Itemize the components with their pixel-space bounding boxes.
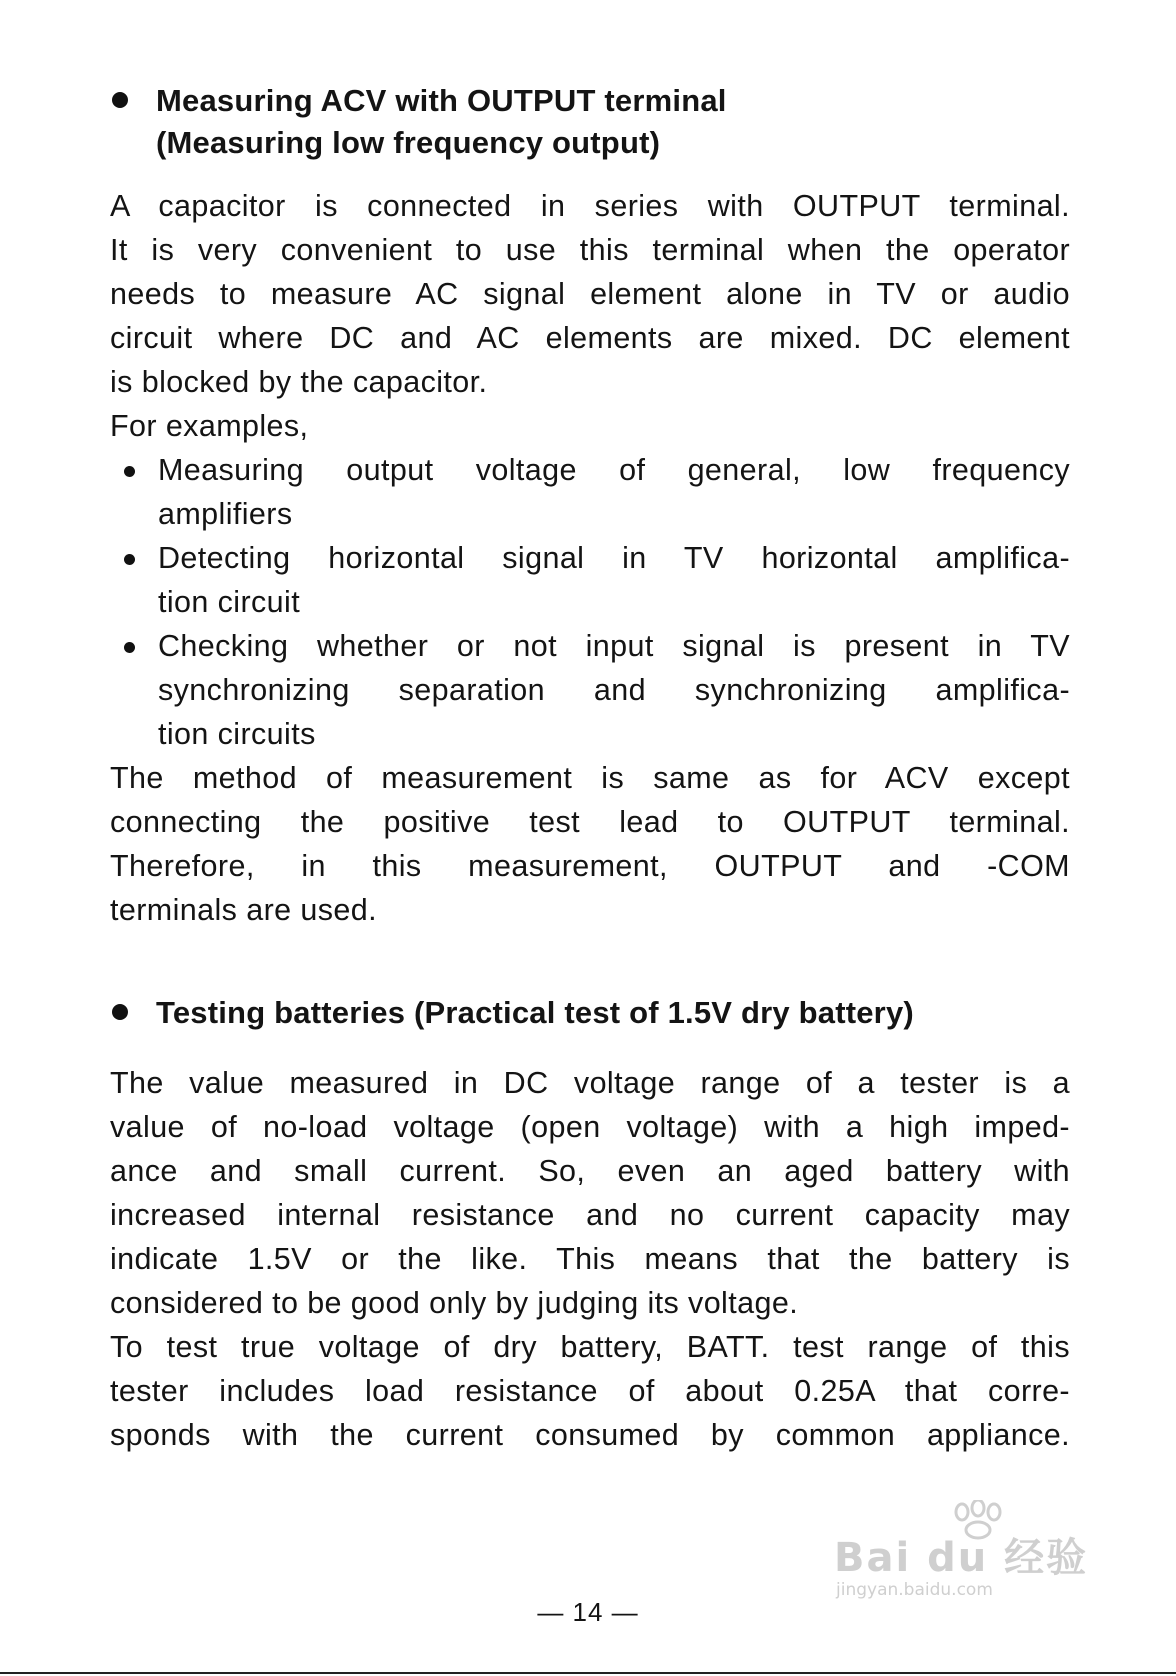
list-item-line: tion circuits <box>158 717 316 751</box>
list-item-line: Measuring output voltage of general, low frequency <box>158 453 1070 487</box>
list-item-line: tion circuit <box>158 585 301 619</box>
section-heading-testing-batteries <box>112 992 914 1034</box>
list-item-line: Detecting horizontal signal in TV horizontal amplifica- <box>158 541 1070 575</box>
bullet-dot-icon <box>112 92 128 108</box>
bullet-dot-icon <box>112 1004 128 1020</box>
bullet-dot-icon <box>124 554 135 565</box>
baidu-watermark <box>830 1500 1130 1610</box>
list-item-line: amplifiers <box>158 497 293 531</box>
method-line: The method of measurement is same as for ACV except <box>110 761 1070 795</box>
section-heading-acv-output <box>112 80 727 164</box>
list-item <box>110 536 1070 624</box>
section1-body <box>110 184 1070 932</box>
page-number: — 14 — <box>537 1597 639 1627</box>
bullet-dot-icon <box>124 466 135 477</box>
bottom-divider <box>0 1672 1176 1674</box>
paragraph-line: To test true voltage of dry battery, BATT. test range of this <box>110 1330 1070 1364</box>
list-item <box>110 624 1070 756</box>
watermark-url: jingyan.baidu.com <box>836 1580 993 1600</box>
intro-line: is blocked by the capacitor. <box>110 365 488 399</box>
method-line: connecting the positive test lead to OUTPUT terminal. <box>110 805 1070 839</box>
list-item <box>110 448 1070 536</box>
paragraph-line: The value measured in DC voltage range of a tester is a <box>110 1066 1070 1100</box>
watermark-logo: Bai du 经验 <box>834 1535 1089 1581</box>
examples-list <box>110 448 1070 756</box>
section2-body <box>110 1061 1070 1457</box>
examples-label: For examples, <box>110 409 309 443</box>
bullet-dot-icon <box>124 642 135 653</box>
intro-line: circuit where DC and AC elements are mixed. DC element <box>110 321 1070 355</box>
intro-line: needs to measure AC signal element alone in TV or audio <box>110 277 1070 311</box>
paragraph-line: value of no-load voltage (open voltage) with a high imped- <box>110 1110 1070 1144</box>
heading-line: Testing batteries (Practical test of 1.5V dry battery) <box>156 995 914 1030</box>
paragraph-line: considered to be good only by judging its voltage. <box>110 1286 799 1320</box>
intro-line: A capacitor is connected in series with OUTPUT terminal. <box>110 189 1070 223</box>
heading-line-1: Measuring ACV with OUTPUT terminal <box>156 83 727 118</box>
paragraph-line: indicate 1.5V or the like. This means that the battery is <box>110 1242 1070 1276</box>
heading-line-2: (Measuring low frequency output) <box>156 125 661 160</box>
list-item-line: synchronizing separation and synchronizing amplifica- <box>158 673 1070 707</box>
paragraph-line: tester includes load resistance of about 0.25A that corre- <box>110 1374 1070 1408</box>
paragraph-line: ance and small current. So, even an aged battery with <box>110 1154 1070 1188</box>
method-line: Therefore, in this measurement, OUTPUT and -COM <box>110 849 1070 883</box>
paragraph-line: sponds with the current consumed by common appliance. <box>110 1418 1070 1452</box>
intro-line: It is very convenient to use this terminal when the operator <box>110 233 1070 267</box>
method-line: terminals are used. <box>110 893 377 927</box>
paragraph-line: increased internal resistance and no current capacity may <box>110 1198 1070 1232</box>
list-item-line: Checking whether or not input signal is present in TV <box>158 629 1070 663</box>
